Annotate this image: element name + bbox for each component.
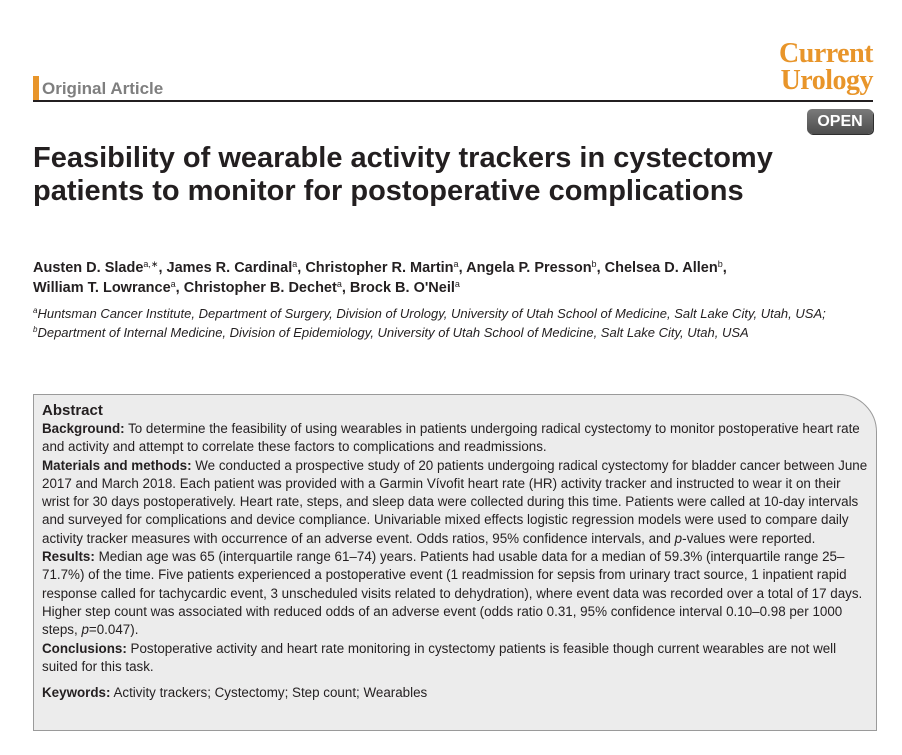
methods-p-symbol: p xyxy=(674,530,683,546)
affiliation-mark: a xyxy=(33,306,38,315)
section-tag-bar xyxy=(33,76,39,100)
author-list xyxy=(33,258,878,298)
abstract-conclusions xyxy=(42,640,868,677)
author-affiliation-mark: a xyxy=(454,279,460,289)
author: James R. Cardinal xyxy=(166,260,293,276)
abstract-box xyxy=(33,394,877,731)
author-separator: , xyxy=(297,260,306,276)
keywords-label: Keywords: xyxy=(42,685,111,701)
methods-text: We conducted a prospective study of 20 patients undergoing radical cystectomy for bladder cancer between June 2017 and March 2018. Each patient was provided with a Garmin Vívofit heart rate (HR) activity tracker and instructed to wear it on their wrist for 30 days postoperatively. Heart rate, steps, and sleep data were collected during this time. Patients were called at 10-day intervals and surveyed for complications and device compliance. Univariable mixed effects logistic regression models were used to compare daily activity tracker measures with occurrence of an adverse event. Odds ratios, 95% confidence intervals, and xyxy=(42,457,868,546)
journal-logo-line2: Urology xyxy=(780,65,873,96)
abstract-content xyxy=(42,402,868,702)
author: Christopher R. Martin xyxy=(305,260,454,276)
author-separator: , xyxy=(175,280,184,296)
methods-text-end: -values were reported. xyxy=(682,530,816,546)
open-access-badge: OPEN xyxy=(807,109,873,134)
author-affiliation-mark: a xyxy=(336,279,342,289)
author: Brock B. O'Neil xyxy=(349,280,455,296)
author-affiliation-mark: a xyxy=(170,279,176,289)
affiliation-mark: b xyxy=(33,325,38,334)
author-affiliation-mark: b xyxy=(717,259,723,269)
author: Angela P. Presson xyxy=(466,260,592,276)
author: Christopher B. Dechet xyxy=(183,280,337,296)
section-label: Original Article xyxy=(42,79,164,98)
author-separator: , xyxy=(458,260,467,276)
affiliation-text: Huntsman Cancer Institute, Department of Surgery, Division of Urology, University of Utah School of Medicine, Salt Lake City, Utah, USA; xyxy=(37,306,826,321)
author-affiliation-mark: b xyxy=(591,259,597,269)
abstract-heading: Abstract xyxy=(42,402,103,419)
abstract-keywords xyxy=(42,684,868,702)
keywords-text: Activity trackers; Cystectomy; Step count; Wearables xyxy=(110,685,428,701)
methods-label: Materials and methods: xyxy=(42,457,192,473)
results-text: Median age was 65 (interquartile range 61–74) years. Patients had usable data for a median of 59.3% (interquartile range 25–71.7%) of the time. Five patients experienced a postoperative event (1 readmission for sepsis from urinary tract source, 1 inpatient rapid response called for tachycardic event, 3 unscheduled visits related to dehydration), where event data was recorded over a total of 17 days. Higher step count was associated with reduced odds of an adverse event (odds ratio 0.31, 95% confidence interval 0.10–0.98 per 1000 steps, xyxy=(42,549,863,638)
abstract-background xyxy=(42,420,868,457)
results-label: Results: xyxy=(42,549,95,565)
results-text-end: =0.047). xyxy=(88,622,139,638)
author-affiliation-mark: a xyxy=(453,259,459,269)
background-label: Background: xyxy=(42,421,125,436)
journal-logo-line1: Current xyxy=(779,38,873,69)
author-separator: , xyxy=(158,260,167,276)
abstract-results xyxy=(42,548,868,639)
author-separator: , xyxy=(596,260,605,276)
conclusions-text: Postoperative activity and heart rate monitoring in cystectomy patients is feasible though current wearables are not well suited for this task. xyxy=(42,640,837,674)
author: Austen D. Slade xyxy=(33,260,144,276)
author: William T. Lowrance xyxy=(33,280,171,296)
affiliations xyxy=(33,304,873,342)
author-affiliation-mark: a,∗ xyxy=(143,259,159,269)
author: Chelsea D. Allen xyxy=(604,260,718,276)
affiliation-text: Department of Internal Medicine, Division of Epidemiology, University of Utah School of Medicine, Salt Lake City, Utah, USA xyxy=(37,325,749,340)
background-text: To determine the feasibility of using wearables in patients undergoing radical cystectomy to monitor postoperative heart rate and activity and attempt to correlate these factors to complications and readmissions. xyxy=(42,421,860,455)
header-rule xyxy=(33,100,873,102)
author-affiliation-mark: a xyxy=(292,259,298,269)
article-title: Feasibility of wearable activity trackers in cystectomy patients to monitor for postoperative complications xyxy=(33,142,773,207)
abstract-methods xyxy=(42,457,868,548)
author-separator: , xyxy=(722,260,727,276)
conclusions-label: Conclusions: xyxy=(42,640,127,656)
section-tag xyxy=(33,76,183,100)
results-p-symbol: p xyxy=(81,622,89,638)
journal-logo xyxy=(779,40,873,94)
author-separator: , xyxy=(341,280,350,296)
